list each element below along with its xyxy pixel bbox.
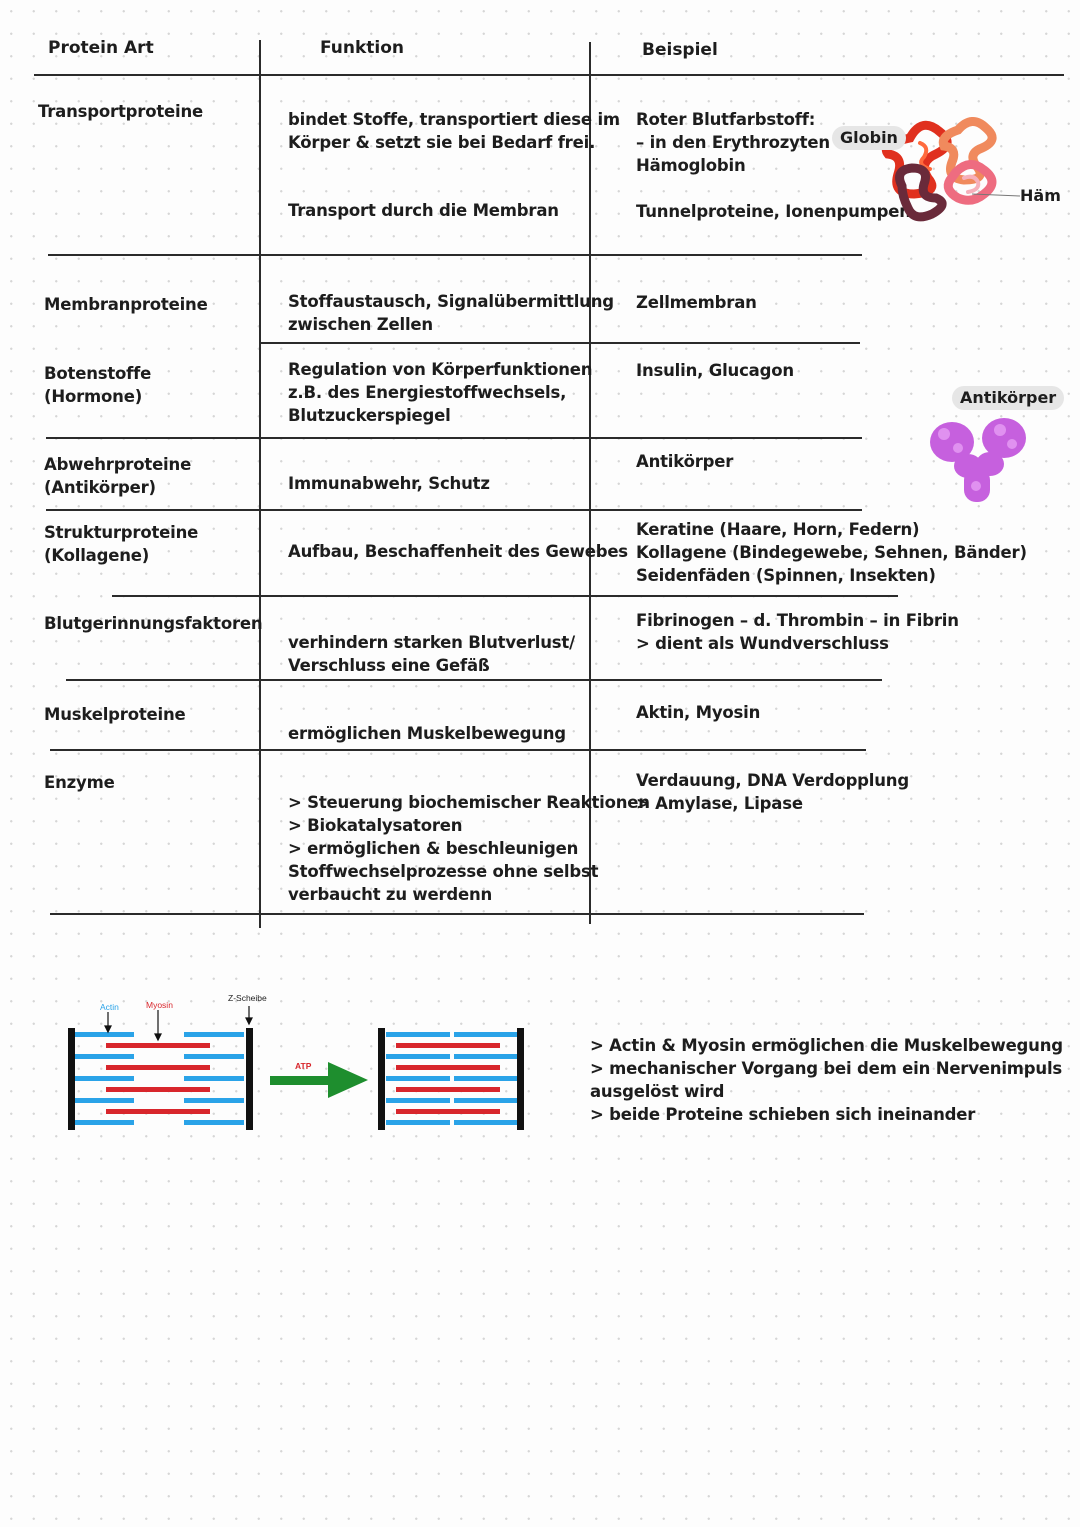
row-divider bbox=[50, 913, 864, 915]
row-art: Membranproteine bbox=[44, 295, 208, 314]
header-funktion: Funktion bbox=[320, 38, 405, 58]
row-funktion: Regulation von Körperfunktionen z.B. des Energiestoffwechsels, Blutzuckerspiegel bbox=[288, 360, 593, 425]
haem-label: Häm bbox=[1020, 186, 1061, 205]
atp-label: ATP bbox=[295, 1061, 312, 1071]
row-funktion: verhindern starken Blutverlust/ Verschluss eine Gefäß bbox=[288, 633, 575, 675]
header-divider bbox=[34, 74, 1064, 76]
globin-label: Globin bbox=[832, 126, 906, 150]
row-art: Abwehrproteine (Antikörper) bbox=[44, 455, 192, 497]
actin-label: Actin bbox=[100, 1002, 119, 1012]
row-funktion: Aufbau, Beschaffenheit des Gewebes bbox=[288, 542, 628, 561]
row-beispiel: Zellmembran bbox=[636, 293, 757, 312]
row-beispiel: Fibrinogen – d. Thrombin – in Fibrin > dient als Wundverschluss bbox=[636, 611, 959, 653]
row-beispiel-2: Tunnelproteine, Ionenpumpen bbox=[636, 202, 911, 221]
row-art: Blutgerinnungsfaktoren bbox=[44, 614, 263, 633]
row-art: Transportproteine bbox=[38, 102, 204, 121]
row-funktion: Stoffaustausch, Signalübermittlung zwischen Zellen bbox=[288, 292, 614, 334]
myosin-label: Myosin bbox=[146, 1000, 173, 1010]
row-beispiel: Keratine (Haare, Horn, Federn) Kollagene (Bindegewebe, Sehnen, Bänder) Seidenfäden (Spinnen, Insekten) bbox=[636, 520, 1027, 585]
row-funktion: bindet Stoffe, transportiert diese im Körper & setzt sie bei Bedarf frei. bbox=[288, 110, 620, 152]
row-art: Botenstoffe (Hormone) bbox=[44, 364, 152, 406]
row-beispiel: Verdauung, DNA Verdopplung > Amylase, Lipase bbox=[636, 771, 909, 813]
header-beispiel: Beispiel bbox=[642, 40, 718, 60]
row-funktion-2: Transport durch die Membran bbox=[288, 201, 559, 220]
row-divider bbox=[46, 509, 862, 511]
header-protein-art: Protein Art bbox=[48, 38, 154, 58]
sarcomere-contracted bbox=[378, 1028, 524, 1130]
row-divider bbox=[260, 342, 860, 344]
row-divider bbox=[50, 749, 866, 751]
column-divider-1 bbox=[259, 40, 261, 928]
row-funktion: > Steuerung biochemischer Reaktionen > Biokatalysatoren > ermöglichen & beschleunigen Stoffwechselprozesse ohne selbst verbaucht zu werdenn bbox=[288, 793, 650, 904]
row-divider bbox=[46, 437, 862, 439]
sarcomere-relaxed bbox=[68, 1028, 253, 1130]
row-beispiel: Aktin, Myosin bbox=[636, 703, 761, 722]
row-beispiel: Insulin, Glucagon bbox=[636, 361, 794, 380]
z-disc-label: Z-Scheibe bbox=[228, 993, 267, 1003]
row-art: Enzyme bbox=[44, 773, 115, 792]
hemoglobin-illustration bbox=[880, 108, 1030, 238]
row-funktion: ermöglichen Muskelbewegung bbox=[288, 724, 566, 743]
row-beispiel: Antikörper bbox=[636, 452, 734, 471]
row-beispiel: Roter Blutfarbstoff: – in den Erythrozyten Hämoglobin bbox=[636, 110, 830, 175]
row-funktion: Immunabwehr, Schutz bbox=[288, 474, 490, 493]
antibody-illustration bbox=[924, 412, 1034, 508]
muscle-notes: > Actin & Myosin ermöglichen die Muskelbewegung > mechanischer Vorgang bei dem ein Nervenimpuls ausgelöst wird > beide Proteine schieben sich ineinander bbox=[590, 1036, 1063, 1124]
row-art: Muskelproteine bbox=[44, 705, 186, 724]
row-art: Strukturproteine (Kollagene) bbox=[44, 523, 199, 565]
antibody-label: Antikörper bbox=[952, 386, 1064, 410]
row-divider bbox=[112, 595, 898, 597]
row-divider bbox=[48, 254, 862, 256]
row-divider bbox=[66, 679, 882, 681]
